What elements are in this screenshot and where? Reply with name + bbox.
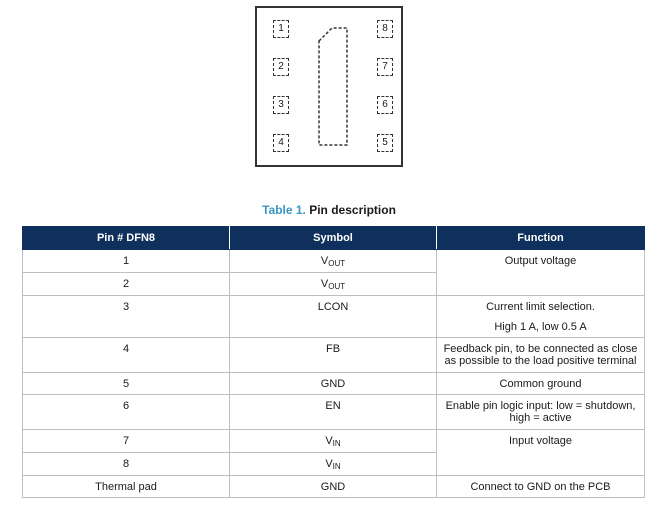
table-row [23,338,645,373]
pin-4-pad: 4 [273,134,289,152]
function-cell: Input voltage [437,430,645,476]
dfn8-package-diagram [255,6,403,167]
pin-1-pad: 1 [273,20,289,38]
symbol-cell: EN [230,395,437,430]
column-header-function: Function [437,227,645,250]
pin-cell: 2 [23,273,230,296]
pin-cell: 4 [23,338,230,373]
table-row [23,373,645,395]
table-title: Pin description [309,203,396,217]
function-cell: Feedback pin, to be connected as close as possible to the load positive terminal [437,338,645,373]
symbol-cell: $V_{OUT}$ [230,250,437,273]
column-header-pin: Pin # DFN8 [23,227,230,250]
pin-cell: 6 [23,395,230,430]
pin-cell: 8 [23,453,230,476]
thermal-pad-outline [318,27,350,147]
table-caption [0,203,658,217]
symbol-cell: GND [230,476,437,498]
symbol-cell: FB [230,338,437,373]
pin-cell: Thermal pad [23,476,230,498]
table-row [23,476,645,498]
table-row [23,395,645,430]
pin-cell: 1 [23,250,230,273]
table-number: Table 1. [262,203,306,217]
function-cell: Current limit selection. High 1 A, low 0.5 A [437,296,645,338]
table-row [23,250,645,273]
table-row [23,430,645,453]
symbol-cell: $V_{OUT}$ [230,273,437,296]
table-header-row [23,227,645,250]
function-cell: Output voltage [437,250,645,296]
pin-cell: 3 [23,296,230,338]
pin-7-pad: 7 [377,58,393,76]
pin-8-pad: 8 [377,20,393,38]
pin-cell: 7 [23,430,230,453]
pin-3-pad: 3 [273,96,289,114]
pin-6-pad: 6 [377,96,393,114]
table-row [23,296,645,338]
pin-2-pad: 2 [273,58,289,76]
column-header-symbol: Symbol [230,227,437,250]
symbol-cell: GND [230,373,437,395]
symbol-cell: $V_{IN}$ [230,430,437,453]
pin-cell: 5 [23,373,230,395]
pin-5-pad: 5 [377,134,393,152]
symbol-cell: LCON [230,296,437,338]
pin-description-table [22,226,645,498]
function-cell: Connect to GND on the PCB [437,476,645,498]
function-cell: Common ground [437,373,645,395]
function-cell: Enable pin logic input: low = shutdown, high = active [437,395,645,430]
symbol-cell: $V_{IN}$ [230,453,437,476]
